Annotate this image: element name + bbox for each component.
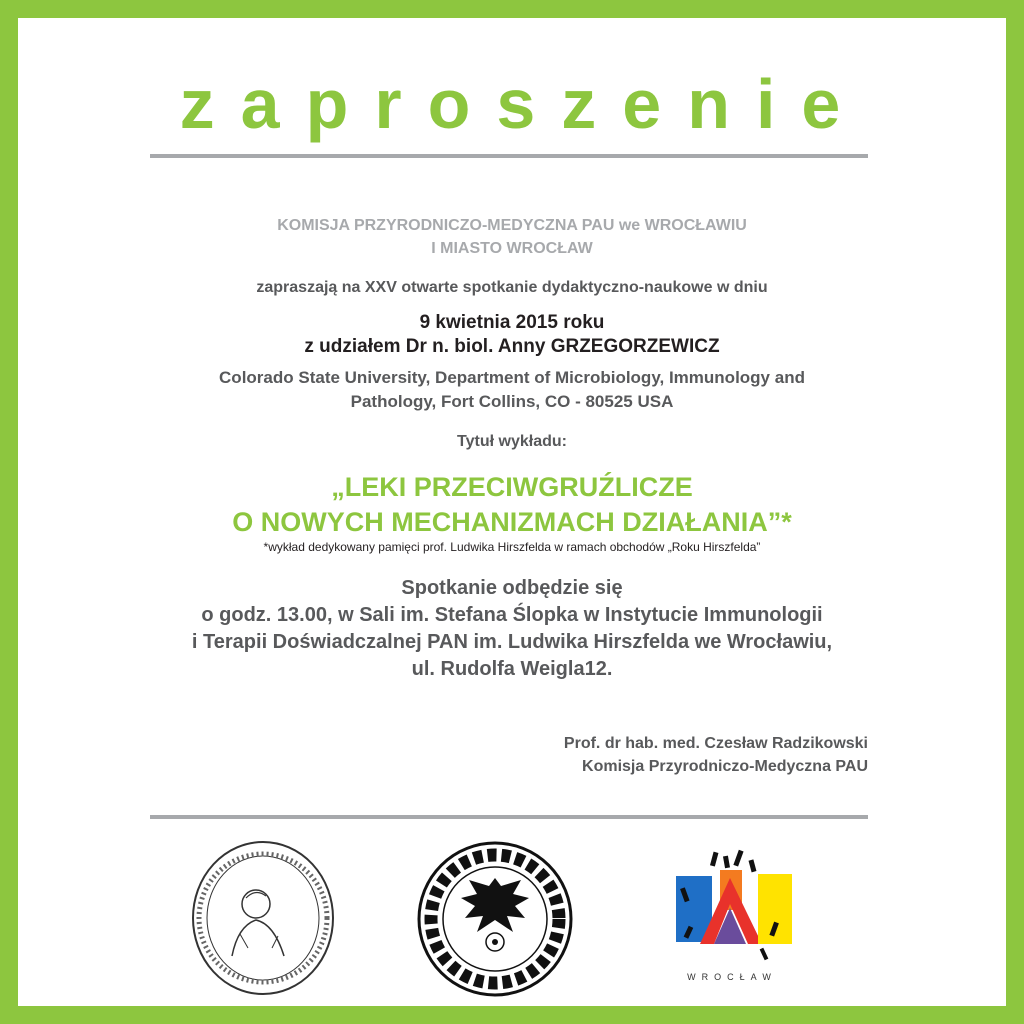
meeting-line: ul. Rudolfa Weigla12. (411, 658, 613, 680)
affiliation-line: Pathology, Fort Collins, CO - 80525 USA (350, 392, 674, 411)
lecture-label: Tytuł wykładu: (457, 433, 567, 450)
organizers (100, 214, 924, 260)
lecture-title (100, 470, 924, 540)
speaker: z udziałem Dr n. biol. Anny GRZEGORZEWICZ (304, 336, 720, 357)
signature (300, 732, 868, 778)
pau-eagle-seal-icon (415, 838, 575, 1000)
invitation-text: zapraszają na XXV otwarte spotkanie dydaktyczno-naukowe w dniu (256, 279, 768, 296)
bottom-divider (150, 815, 868, 819)
meeting-line: Spotkanie odbędzie się (401, 577, 623, 599)
lecture-dedication: *wykład dedykowany pamięci prof. Ludwika Hirszfelda w ramach obchodów „Roku Hirszfelda” (263, 540, 761, 554)
signature-organization: Komisja Przyrodniczo-Medyczna PAU (582, 758, 868, 775)
meeting-line: i Terapii Doświadczalnej PAN im. Ludwika Hirszfelda we Wrocławiu, (191, 631, 833, 653)
wroclaw-city-logo-icon (662, 848, 802, 988)
event-date: 9 kwietnia 2015 roku (419, 312, 605, 333)
meeting-details (100, 575, 924, 683)
lecture-title-line: O NOWYCH MECHANIZMACH DZIAŁANIA”* (232, 507, 792, 537)
page-title: zaproszenie (179, 65, 867, 143)
signature-name: Prof. dr hab. med. Czesław Radzikowski (563, 735, 868, 752)
organizer-line: KOMISJA PRZYRODNICZO-MEDYCZNA PAU we WROCŁAWIU (277, 217, 747, 234)
organizer-line: I MIASTO WROCŁAW (431, 240, 593, 257)
affiliation-line: Colorado State University, Department of Microbiology, Immunology and (219, 368, 805, 387)
meeting-line: o godz. 13.00, w Sali im. Stefana Ślopka w Instytucie Immunologii (201, 604, 823, 626)
institute-immunology-seal-icon (188, 838, 338, 998)
top-divider (150, 154, 868, 158)
wroclaw-logo-text: WROCŁAW (687, 972, 777, 982)
lecture-title-line: „LEKI PRZECIWGRUŹLICZE (331, 472, 693, 502)
affiliation (100, 366, 924, 414)
